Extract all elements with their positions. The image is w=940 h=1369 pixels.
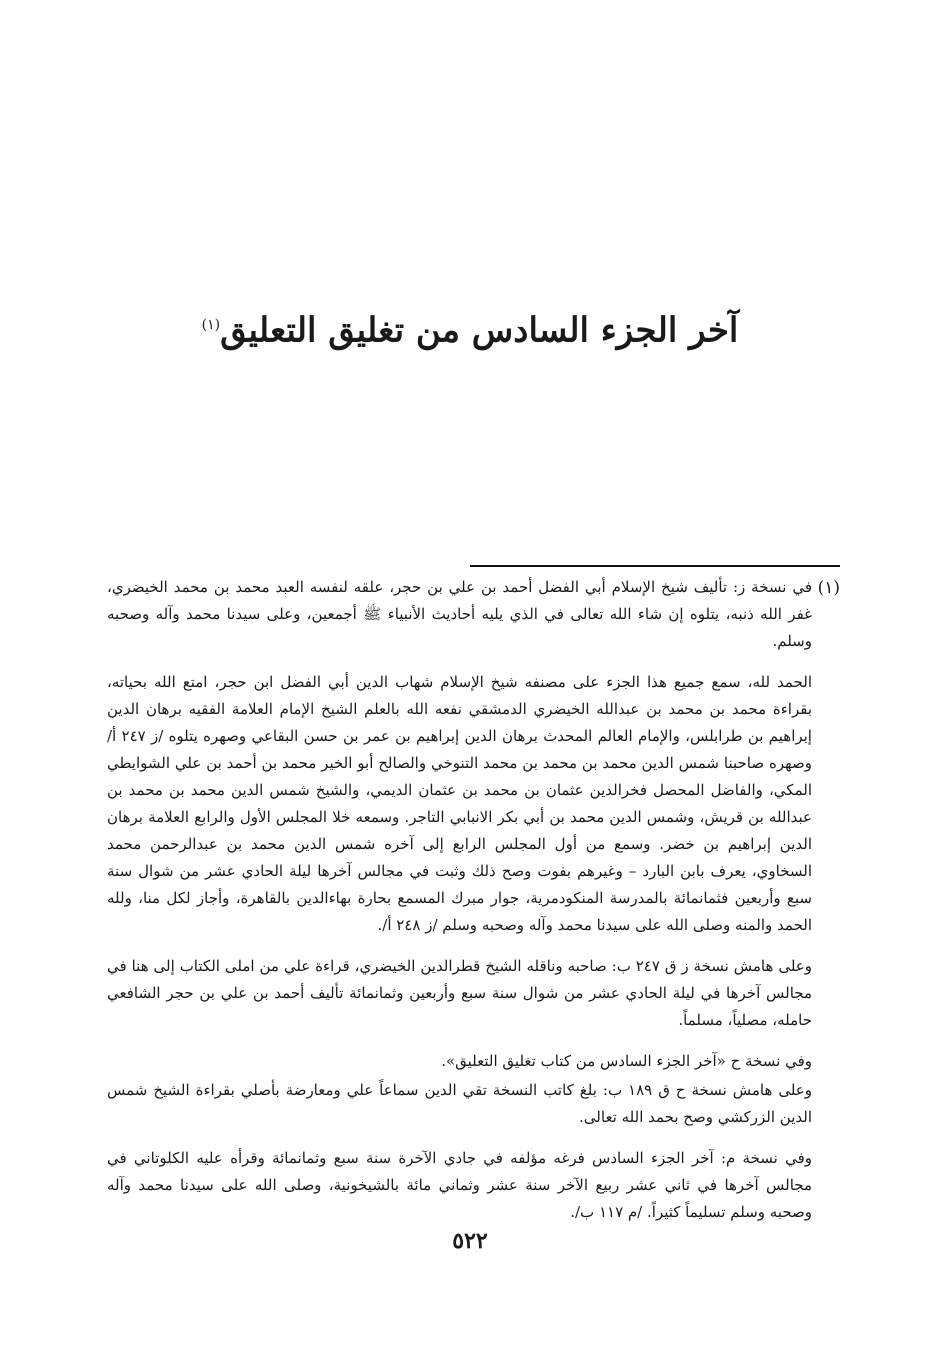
footnote-paragraph: وفي نسخة م: آخر الجزء السادس فرغه مؤلفه في جادي الآخرة سنة سبع وثمانمائة وقرأه عليه الكلوتاني في مجالس آخرها في ثاني عشر ربيع الآخر سنة عشر وثماني مائة بالشيخونية، وصلى الله على سيدنا محمد وآله وصحبه وسلم تسليماً كثيراً. /م ١١٧ ب/.	[107, 1149, 812, 1221]
section-end-title	[200, 300, 740, 355]
page-number: ٥٢٢	[452, 1228, 488, 1254]
footnote-paragraph: في نسخة ز: تأليف شيخ الإسلام أبي الفضل أحمد بن علي بن حجر، علقه لنفسه العبد محمد بن محمد الخيضري، غفر الله ذنبه، يتلوه إن شاء الله تعالى في الذي يليه أحاديث الأنبياء ﷺ أجمعين، وعلى سيدنا محمد وآله وصحبه وسلم.	[107, 578, 812, 650]
footnote-separator-rule	[470, 565, 840, 567]
footnote-paragraph: وعلى هامش نسخة ح ق ١٨٩ ب: بلغ كاتب النسخة تقي الدين سماعاً علي ومعارضة بأصلي بقراءة الشيخ شمس الدين الزركشي وصح بحمد الله تعالى.	[107, 1081, 812, 1126]
footnote-paragraph: وفي نسخة ح «آخر الجزء السادس من كتاب تغليق التعليق».	[441, 1052, 812, 1070]
footnote-number: (١)	[817, 578, 840, 598]
footnote-body	[107, 574, 812, 1240]
footnote-paragraph: وعلى هامش نسخة ز ق ٢٤٧ ب: صاحبه وناقله الشيخ قطرالدين الخيضري، قراءة علي من املى الكتاب إلى هنا في مجالس آخرها في ليلة الحادي عشر من شوال سنة سبع وأربعين وثمانمائة تأليف أحمد بن علي بن حجر الشافعي حامله، مصلياً، مسلماً.	[107, 957, 812, 1029]
title-footnote-marker: (١)	[201, 317, 221, 333]
title-text: آخر الجزء السادس من تغليق التعليق	[220, 310, 739, 351]
footnote-paragraph: الحمد لله، سمع جميع هذا الجزء على مصنفه شيخ الإسلام شهاب الدين أبي الفضل ابن حجر، امتع الله بحياته، بقراءة محمد بن محمد بن عبدالله الخيضري الدمشقي نفعه الله بالعلم الشيخ الإمام العلامة الفقيه برهان الدين إبراهيم بن طرابلس، والإمام العالم المحدث برهان الدين إبراهيم بن عمر بن حسن البقاعي وصهره يتلوه /ز ٢٤٧ أ/ وصهره صاحبنا شمس الدين محمد بن محمد بن محمد التنوخي والصالح أبو الخير محمد بن أحمد بن علي الشوايطي المكي، والفاضل المحصل فخرالدين عثمان بن محمد بن عثمان الديمي، والشيخ شمس الدين محمد بن محمد بن عبدالله بن قريش، وشمس الدين محمد بن أبي بكر الانبابي التاجر. وسمعه خلا المجلس الأول والرابع العلامة برهان الدين إبراهيم بن خضر. وسمع من أول المجلس الرابع إلى آخره شمس الدين محمد بن عبدالرحمن محمد السخاوي، يعرف بابن البارد – وغيرهم بفوت وصح ذلك وثبت في مجالس آخرها ليلة الحادي عشر من شوال سنة سبع وأربعين فثمانمائة بالمدرسة المنكودمرية، جوار مبرك المسمع بحارة بهاءالدين بالقاهرة، وأجاز لكل منا، ولله الحمد والمنه وصلى الله على سيدنا محمد وآله وصحبه وسلم /ز ٢٤٨ أ/.	[107, 673, 812, 934]
